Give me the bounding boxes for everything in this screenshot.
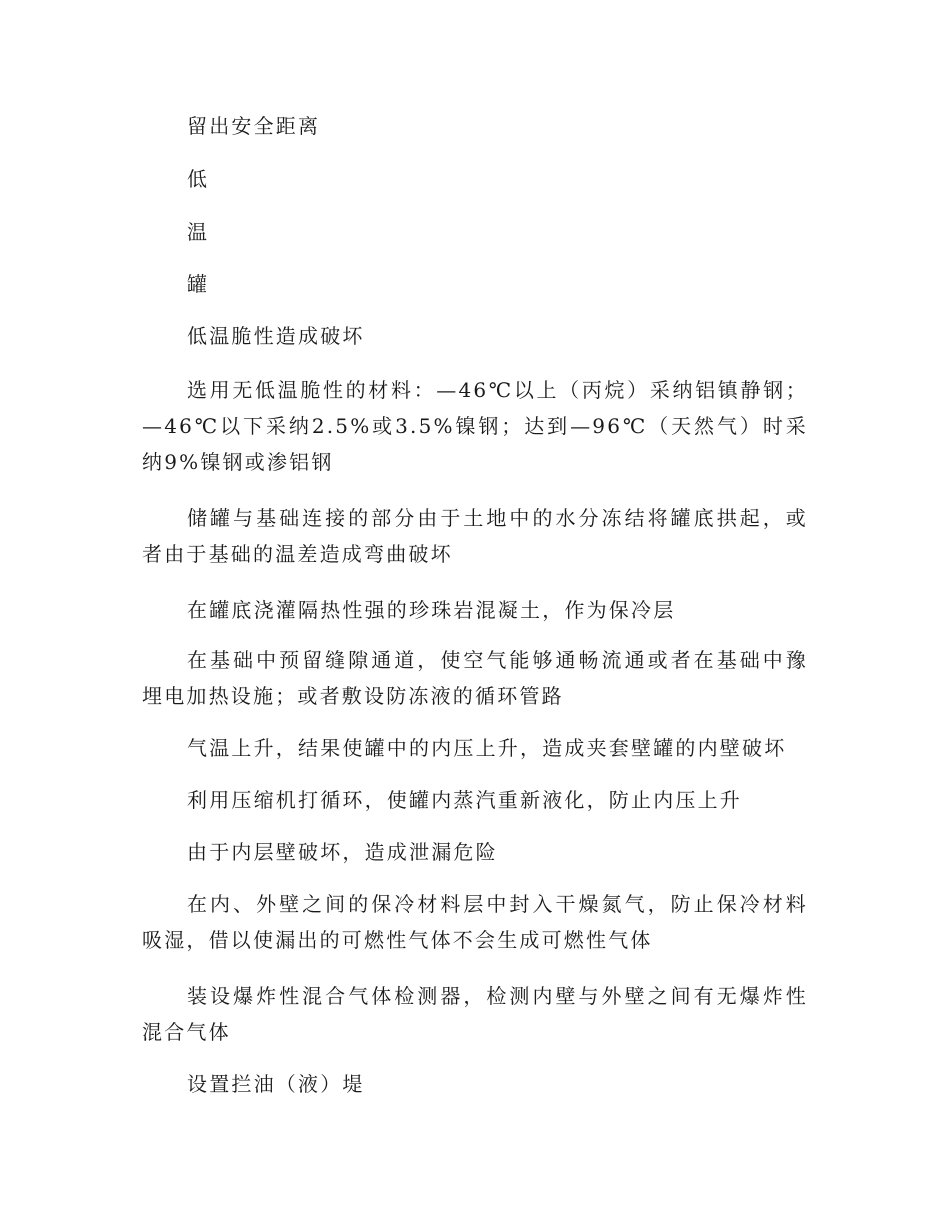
paragraph-leak-danger: 由于内层壁破坏，造成泄漏危险 xyxy=(187,840,498,864)
paragraph-perlite-concrete: 在罐底浇灌隔热性强的珍珠岩混凝土，作为保冷层 xyxy=(187,598,676,622)
paragraph-dike: 设置拦油（液）堤 xyxy=(187,1072,365,1096)
paragraph-foundation-frost-heave: 储罐与基础连接的部分由于土地中的水分冻结将罐底拱起，或者由于基础的温差造成弯曲破坏 xyxy=(142,506,808,566)
paragraph-safety-distance: 留出安全距离 xyxy=(187,114,321,138)
paragraph-material-selection: 选用无低温脆性的材料：—46℃以上（丙烷）采纳铝镇静钢；—46℃以下采纳2.5%或3.5%镍钢；达到—96℃（天然气）时采纳9%镍钢或渗铝钢 xyxy=(142,378,808,474)
paragraph-temperature: 温 xyxy=(187,220,210,244)
paragraph-low: 低 xyxy=(187,167,210,191)
paragraph-pressure-rise: 气温上升，结果使罐中的内压上升，造成夹套壁罐的内壁破坏 xyxy=(187,736,787,760)
paragraph-gas-detector: 装设爆炸性混合气体检测器，检测内壁与外壁之间有无爆炸性混合气体 xyxy=(142,984,808,1044)
paragraph-compressor-cycle: 利用压缩机打循环，使罐内蒸汽重新液化，防止内压上升 xyxy=(187,788,742,812)
paragraph-low-temp-brittleness: 低温脆性造成破坏 xyxy=(187,324,365,348)
paragraph-tank: 罐 xyxy=(187,272,210,296)
paragraph-nitrogen-seal: 在内、外壁之间的保冷材料层中封入干燥氮气，防止保冷材料吸湿，借以使漏出的可燃性气体不会生成可燃性气体 xyxy=(142,892,808,952)
paragraph-ventilation-channel: 在基础中预留缝隙通道，使空气能够通畅流通或者在基础中豫埋电加热设施；或者敷设防冻液的循环管路 xyxy=(142,648,808,708)
